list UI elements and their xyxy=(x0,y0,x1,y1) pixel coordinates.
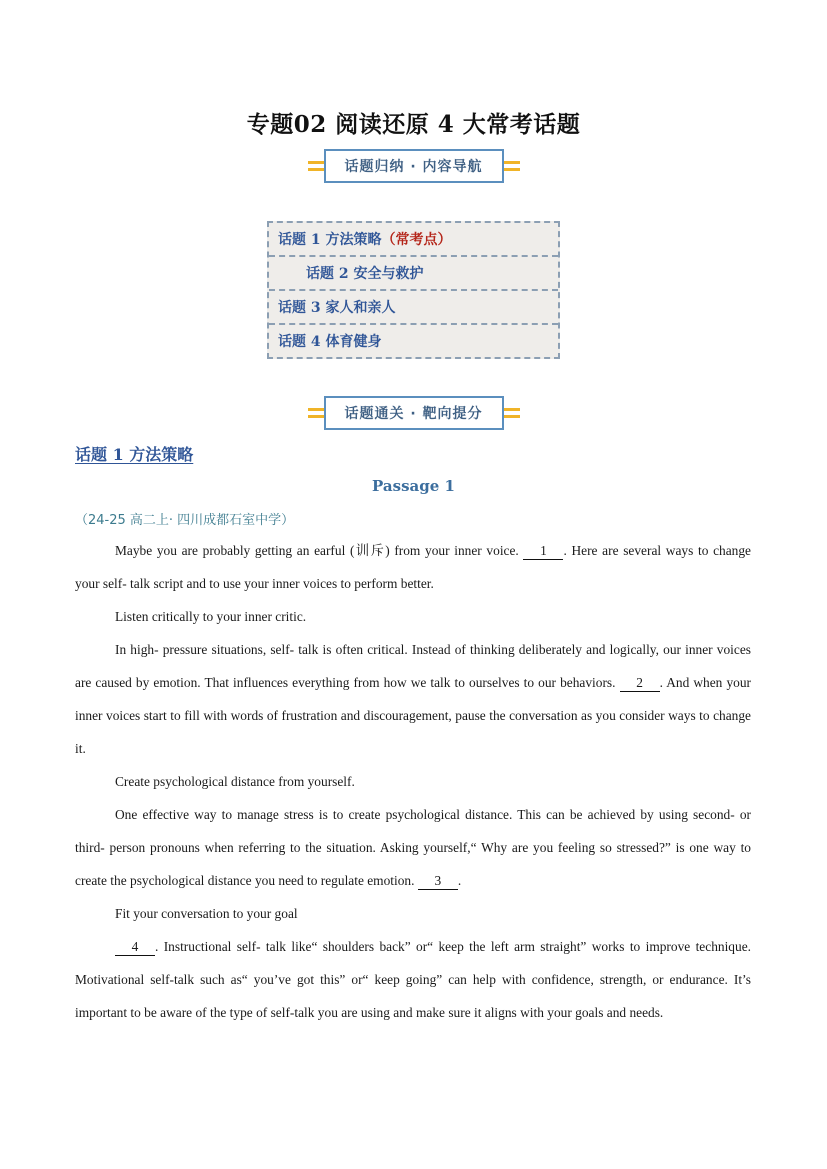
badge-bar-decoration xyxy=(308,408,324,411)
toc-item-topic-1[interactable] xyxy=(269,223,558,255)
paragraph-text: One effective way to manage stress is to create psychological distance. This can be achieved by using second- or third- person pronouns when referring to the situation. Asking yourself,“ Why are you feeling so stressed?” is one way to create the psychological distance you need to regulate emotion. xyxy=(75,807,751,888)
badge-bar-decoration xyxy=(504,415,520,418)
answer-blank-3: 3 xyxy=(418,873,458,890)
toc-item-label: 话题 4 体育健身 xyxy=(278,334,382,350)
passage-paragraph xyxy=(75,534,751,600)
toc-item-topic-2[interactable] xyxy=(269,255,558,289)
passage-heading: Create psychological distance from yourself. xyxy=(115,774,355,789)
passage-paragraph xyxy=(75,633,751,765)
answer-blank-2: 2 xyxy=(620,675,660,692)
paragraph-text: . Instructional self- talk like“ shoulders back” or“ keep the left arm straight” works to improve technique. Motivational self-talk such as“ you’ve got this” or“ keep going” can help with confidence, strength, or endurance. It’s important to be aware of the type of self-talk you are using and make sure it aligns with your goals and needs. xyxy=(75,939,751,1020)
toc-item-label: 话题 1 方法策略 xyxy=(278,232,382,248)
paragraph-text: . xyxy=(457,873,462,888)
toc-item-topic-4[interactable] xyxy=(269,323,558,357)
passage-heading: Fit your conversation to your goal xyxy=(115,906,298,921)
section-badge xyxy=(308,396,520,430)
nav-badge-label: 话题归纳 · 内容导航 xyxy=(324,149,504,183)
passage-source: （24-25 高二上· 四川成都石室中学） xyxy=(75,513,295,528)
badge-bar-decoration xyxy=(504,161,520,164)
page-title: 专题02 阅读还原 4 大常考话题 xyxy=(246,111,581,138)
badge-bar-decoration xyxy=(308,168,324,171)
passage-paragraph xyxy=(75,930,751,1029)
badge-bar-decoration xyxy=(308,161,324,164)
badge-bar-decoration xyxy=(504,168,520,171)
toc-item-highlight: （常考点） xyxy=(381,232,452,248)
section-badge-label: 话题通关 · 靶向提分 xyxy=(324,396,504,430)
toc-item-topic-3[interactable] xyxy=(269,289,558,323)
passage-heading: Listen critically to your inner critic. xyxy=(115,609,307,624)
nav-badge xyxy=(308,149,520,183)
paragraph-text: Maybe you are probably getting an earful (训斥) from your inner voice. xyxy=(115,543,519,558)
answer-blank-4: 4 xyxy=(115,939,155,956)
passage-title: Passage 1 xyxy=(372,477,455,495)
paragraph-text: . Here are several ways to change your self- talk script and to use your inner voices to perform better. xyxy=(75,543,751,591)
badge-bar-decoration xyxy=(504,408,520,411)
passage-paragraph xyxy=(75,798,751,897)
table-of-contents xyxy=(267,221,560,359)
passage-body xyxy=(75,534,751,1029)
badge-bar-decoration xyxy=(308,415,324,418)
paragraph-text: In high- pressure situations, self- talk is often critical. Instead of thinking deliberately and logically, our inner voices are caused by emotion. That influences everything from how we talk to ourselves to our behaviors. xyxy=(75,642,751,690)
answer-blank-1: 1 xyxy=(523,543,563,560)
toc-item-label: 话题 2 安全与救护 xyxy=(306,266,424,282)
section-title: 话题 1 方法策略 xyxy=(75,445,194,464)
paragraph-text: . And when your inner voices start to fill with words of frustration and discouragement, pause the conversation as you consider ways to change it. xyxy=(75,675,751,756)
toc-item-label: 话题 3 家人和亲人 xyxy=(278,300,396,316)
